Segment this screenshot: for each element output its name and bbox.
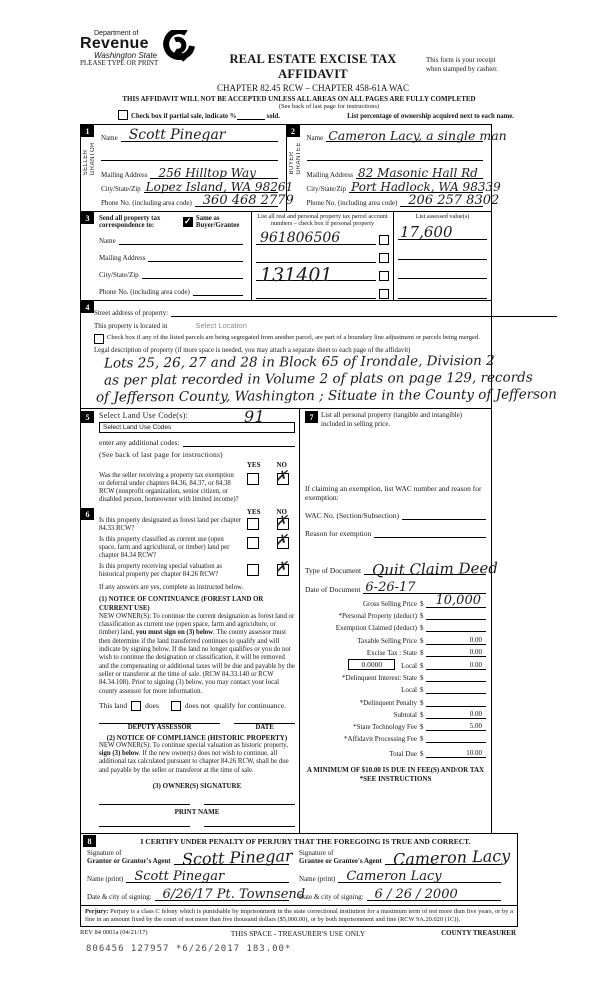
buyer-name-line[interactable] — [326, 128, 507, 143]
dollar-sign: $ — [420, 674, 424, 683]
legal-description-line1: Lots 25, 26, 27 and 28 in Block 65 of Irondale, Division 2 — [103, 352, 495, 372]
subtotal-line[interactable] — [426, 709, 487, 719]
grantee-signature-label — [299, 849, 382, 865]
same-as-buyer-checkbox[interactable] — [183, 217, 193, 227]
buyer-phone-label: Phone No. (including area code) — [306, 199, 398, 207]
dor-washington-state: Washington State — [94, 51, 158, 60]
wac-label: WAC No. (Section/Subsection) — [305, 511, 399, 520]
type-of-document-label: Type of Document — [305, 566, 362, 575]
partial-sale-percent-line[interactable] — [237, 112, 265, 120]
dollar-sign: $ — [420, 661, 424, 670]
perjury-notice — [81, 905, 517, 926]
print-name-label: PRINT NAME — [174, 808, 220, 817]
dor-logo-block — [80, 30, 200, 93]
assessed-line-1[interactable] — [398, 222, 487, 241]
certification-section — [80, 833, 518, 927]
parcel-numbers-header: List all real and personal property tax parcel account numbers – check box if personal property — [257, 213, 388, 227]
land-use-title-text: Select Land Use Code(s): — [99, 411, 189, 420]
notice-compliance-body — [99, 742, 295, 775]
legal-description-label: Legal description of property (if more space is needed, you may attach a separate sheet to each page of the affidavit) — [94, 347, 411, 354]
taxable-selling-price-line[interactable] — [426, 635, 487, 645]
parcel-personal-checkbox-4[interactable] — [379, 289, 389, 299]
excise-tax-local-line[interactable] — [426, 660, 487, 670]
send-correspondence-label: Send all property tax correspondence to: — [99, 215, 161, 229]
corr-name-line[interactable] — [119, 234, 243, 245]
section-number-4: 4 — [81, 301, 94, 313]
delinquent-interest-local-label: Local — [401, 686, 417, 695]
seller-mailing-value: 256 Hilltop Way — [158, 166, 256, 180]
section-number-7: 7 — [305, 411, 318, 423]
grantor-side-label: GRANTOR — [90, 142, 96, 176]
seller-mailing-label: Mailing Address — [101, 171, 148, 179]
parcel-line-1[interactable] — [256, 230, 376, 246]
assessed-line-4[interactable] — [398, 288, 487, 299]
receipt-note-line1: This form is your receipt — [426, 56, 496, 64]
excise-tax-state-label: Excise Tax : State — [366, 648, 417, 657]
grantor-signature-line[interactable] — [174, 846, 293, 869]
gross-selling-price-label: Gross Selling Price — [362, 600, 417, 608]
county-treasurer-label: COUNTY TREASURER — [441, 928, 516, 937]
dollar-sign: $ — [420, 686, 424, 695]
seller-name-label: Name — [101, 134, 118, 142]
personal-property-section — [300, 409, 499, 833]
minimum-due-note: A MINIMUM OF $10.00 IS DUE IN FEE(S) AND/OR TAX — [306, 766, 485, 775]
state-technology-fee-label: *State Technology Fee — [353, 722, 417, 731]
print-name-line-2[interactable] — [204, 826, 295, 827]
date-of-document-label: Date of Document — [305, 585, 361, 594]
parcel-value-1: 961806506 — [260, 230, 341, 246]
grantor-date-city-value: 6/26/17 Pt. Townsend — [162, 887, 306, 903]
signature-of-label: Signature of — [299, 849, 334, 858]
grantee-name-print-value: Cameron Lacy — [346, 869, 442, 885]
land-use-code-value: 91 — [244, 407, 265, 426]
perjury-label: Perjury: — [85, 908, 109, 916]
no-header-5: NO — [276, 461, 287, 469]
owners-signature-title: (3) OWNER(S) SIGNATURE — [152, 782, 242, 791]
exemption-claimed-label: Exemption Claimed (deduct) — [335, 624, 417, 633]
buyer-section — [287, 125, 507, 211]
total-due-line[interactable] — [426, 748, 487, 758]
signature-of-label: Signature of — [87, 849, 122, 858]
assessed-values-header: List assessed value(s) — [415, 213, 470, 220]
assessed-line-2[interactable] — [398, 249, 487, 260]
delinquent-penalty-line[interactable] — [426, 697, 487, 707]
not-accepted-warning: THIS AFFIDAVIT WILL NOT BE ACCEPTED UNLESS ALL AREAS ON ALL PAGES ARE FULLY COMPLETED — [122, 95, 476, 103]
section-number-6: 6 — [81, 508, 94, 520]
grantor-name-print-line[interactable] — [126, 869, 289, 885]
legal-description-line3: of Jefferson County, Washington ; Situate in the County of Jefferson — [95, 386, 557, 406]
type-of-document-line[interactable] — [364, 558, 499, 580]
partial-sale-checkbox[interactable] — [118, 110, 128, 120]
additional-codes-label: enter any additional codes: — [99, 438, 180, 447]
notice1-bold: you must sign on (3) below — [135, 629, 214, 637]
assessor-date-label: DATE — [255, 723, 274, 731]
please-type-or-print: PLEASE TYPE OR PRINT — [80, 59, 159, 67]
grantee-agent-label: Grantee or Grantee's Agent — [299, 857, 382, 866]
property-section — [81, 300, 557, 408]
tax-correspondence-section — [81, 211, 491, 300]
buyer-city-label: City/State/Zip — [306, 185, 347, 193]
buyer-name-label: Name — [306, 134, 324, 142]
land-use-title — [99, 407, 295, 426]
dollar-sign: $ — [420, 648, 424, 657]
forest-land-question: Is this property designated as forest land per chapter 84.33 RCW? — [99, 517, 241, 532]
buyer-phone-line[interactable] — [400, 193, 500, 208]
grantee-side-label: GRANTEE — [295, 142, 302, 175]
delinquent-interest-local-line[interactable] — [426, 684, 487, 694]
legal-description-line2: as per plat recorded in Volume 2 of plats on page 129, records — [103, 369, 533, 389]
dor-swirl-logo-icon — [161, 30, 195, 67]
this-land-label: This land — [99, 701, 128, 711]
section-number-1: 1 — [81, 125, 94, 137]
grantee-date-city-label: Date & city of signing: — [299, 893, 364, 902]
form-footer — [80, 929, 516, 938]
perjury-body: Perjury is a class C felony which is punishable by imprisonment in the state correctional institution for a maximum term of not more than five years, or by a fine in an amount fixed by the court of not more than five thousand dollars ($5,000.00), or by both imprisonment and fine (RCW 9A.20.020 (1C)). — [85, 908, 513, 923]
reason-line[interactable] — [374, 527, 486, 538]
see-instructions-note: *SEE INSTRUCTIONS — [359, 775, 432, 784]
dollar-sign: $ — [420, 735, 424, 744]
grantee-signature-value: Cameron Lacy — [392, 846, 511, 870]
personal-property-deduct-label: *Personal Property (deduct) — [338, 612, 417, 621]
dollar-sign: $ — [420, 600, 424, 608]
owner-signature-line-1[interactable] — [99, 804, 190, 805]
dollar-sign: $ — [420, 722, 424, 731]
grantor-name-print-value: Scott Pinegar — [134, 869, 225, 885]
reason-label: Reason for exemption — [305, 529, 372, 538]
notice2-bold: sign (3) below — [99, 750, 140, 758]
corr-phone-label: Phone No. (including area code) — [99, 288, 190, 296]
street-address-line[interactable] — [171, 306, 557, 317]
form-header — [80, 30, 518, 93]
grantor-agent-label: Grantor or Grantor's Agent — [87, 857, 171, 866]
segregated-label: Check box if any of the listed parcels are being segregated from another parcel, are part of a boundary line adjustment or parcels being merged. — [107, 334, 480, 341]
buyer-ownership-line[interactable] — [307, 150, 484, 161]
grantee-date-city-line[interactable] — [367, 887, 501, 903]
parcel-line-2[interactable] — [256, 252, 376, 263]
does-label: does — [145, 701, 159, 711]
land-qualify-row — [99, 701, 295, 711]
rev-number: REV 84 0001a (04/21/17) — [80, 928, 148, 936]
notice-continuance-body — [99, 613, 295, 696]
see-back-instructions: (See back of last page for instructions) — [99, 450, 223, 459]
total-due-value: 10.00 — [466, 749, 482, 758]
does-not-label: does not — [184, 701, 211, 711]
dollar-sign: $ — [420, 624, 424, 633]
located-in-label: This property is located in — [94, 322, 168, 330]
claiming-exemption-label: If claiming an exemption, list WAC number and reason for exemption: — [305, 484, 482, 502]
land-use-codes-dropdown[interactable]: Select Land Use Codes — [99, 422, 295, 433]
location-select[interactable]: Select Location — [195, 321, 247, 330]
section-number-2: 2 — [287, 125, 300, 137]
section-number-5: 5 — [81, 411, 94, 423]
certify-statement: I CERTIFY UNDER PENALTY OF PERJURY THAT THE FOREGOING IS TRUE AND CORRECT. — [140, 836, 471, 846]
excise-tax-local-value: 0.00 — [469, 660, 482, 669]
taxable-selling-price-value: 0.00 — [469, 635, 482, 644]
seller-city-label: City/State/Zip — [101, 185, 141, 193]
notice2-part-b: . If the new owner(s) does not wish to continue, all additional tax calculated pursuant to chapter 84.26 RCW, shall be due and payable by the seller or transferor at the time of sale. — [99, 750, 289, 774]
dollar-sign: $ — [420, 612, 424, 621]
dollar-sign: $ — [420, 750, 424, 759]
delinquent-interest-state-line[interactable] — [426, 672, 487, 682]
land-use-section — [81, 409, 299, 504]
parcel-line-3[interactable] — [256, 264, 376, 286]
form-subtitle: CHAPTER 82.45 RCW – CHAPTER 458-61A WAC — [217, 83, 409, 93]
seller-phone-value: 360 468 2779 — [202, 193, 294, 208]
seller-city-line[interactable] — [144, 180, 294, 194]
delinquent-penalty-label: *Delinquent Penalty — [359, 698, 417, 707]
dollar-sign: $ — [420, 710, 424, 719]
type-of-document-value: Quit Claim Deed — [371, 558, 499, 580]
seller-side-label: SELLER — [83, 149, 89, 176]
sold-label: sold. — [266, 113, 280, 120]
excise-tax-state-value: 0.00 — [469, 647, 482, 656]
seller-city-value: Lopez Island, WA 98261 — [145, 180, 294, 194]
affidavit-processing-fee-line[interactable] — [426, 733, 487, 743]
state-technology-fee-line[interactable] — [426, 721, 487, 731]
receipt-note — [426, 30, 518, 93]
if-yes-note: If any answers are yes, complete as instructed below. — [99, 584, 244, 591]
exemption-no-checkbox[interactable] — [277, 473, 289, 485]
qualify-label: qualify for continuance. — [214, 701, 286, 711]
forest-yes-checkbox[interactable] — [247, 518, 259, 530]
notice1-part-b: . The county assessor must then determine if the land transferred continues to qualify and will indicate by signing below. If the land no longer qualifies or you do not wish to continue the designation or classification, it will be removed and the compensating or additional taxes will be due and payable by the seller or transferor at the time of sale. (RCW 84.33.140 or RCW 84.34.108). Prior to signing (3) below, you may contact your local county assessor for more information. — [99, 629, 295, 695]
excise-tax-state-line[interactable] — [426, 647, 487, 657]
affidavit-processing-fee-label: *Affidavit Processing Fee — [344, 735, 417, 744]
notice2-part-a: NEW OWNER(S): To continue special valuation as historic property, — [99, 741, 288, 749]
additional-codes-line[interactable] — [183, 436, 295, 447]
subtotal-value: 0.00 — [469, 709, 482, 718]
grantor-name-print-label: Name (print) — [87, 875, 124, 884]
print-name-line-1[interactable] — [99, 826, 190, 827]
seller-name-line[interactable] — [121, 127, 278, 143]
corr-phone-line[interactable] — [193, 285, 243, 296]
notice-compliance-title: (2) NOTICE OF COMPLIANCE (HISTORIC PROPERTY) — [106, 733, 288, 742]
grantor-date-city-line[interactable] — [155, 887, 306, 903]
does-not-checkbox[interactable] — [171, 701, 181, 711]
corr-name-label: Name — [99, 237, 116, 245]
treasurer-space-label: THIS SPACE - TREASURER'S USE ONLY — [230, 928, 366, 938]
section-number-8: 8 — [83, 835, 96, 847]
buyer-side-label: BUYER — [288, 151, 295, 175]
corr-city-label: City/State/Zip — [99, 271, 139, 279]
grantor-signature-block — [87, 846, 306, 903]
buyer-name-value: Cameron Lacy, a single man — [328, 128, 507, 143]
dollar-sign: $ — [420, 636, 424, 645]
taxable-selling-price-label: Taxable Selling Price — [357, 636, 417, 645]
corr-mailing-line[interactable] — [148, 251, 243, 262]
receipt-note-line2: when stamped by cashier. — [426, 65, 498, 73]
buyer-city-line[interactable] — [349, 180, 501, 194]
buyer-mailing-line[interactable] — [356, 168, 483, 179]
yes-header-6: YES — [246, 508, 261, 516]
buyer-mailing-label: Mailing Address — [306, 171, 353, 179]
historic-question: Is this property receiving special valuation as historical property per chapter 84.26 RCW? — [99, 563, 223, 578]
state-technology-fee-value: 5.00 — [469, 721, 482, 730]
owner-signature-line-2[interactable] — [204, 804, 295, 805]
dor-revenue: Revenue — [80, 35, 149, 52]
historic-yes-checkbox[interactable] — [247, 564, 259, 576]
segregated-checkbox[interactable] — [94, 334, 104, 344]
parcel-line-4[interactable] — [256, 288, 376, 299]
see-back-note: (See back of last page for instructions) — [278, 103, 380, 110]
current-use-no-checkbox[interactable] — [277, 537, 289, 549]
current-use-yes-checkbox[interactable] — [247, 537, 259, 549]
grantor-date-city-label: Date & city of signing: — [87, 893, 152, 902]
seller-phone-line[interactable] — [195, 193, 294, 208]
parcel-personal-checkbox-1[interactable] — [379, 235, 389, 245]
parcel-numbers-column — [252, 212, 394, 300]
personal-property-title: List all personal property (tangible and intangible) included in selling price. — [321, 411, 463, 428]
parcel-value-3: 131401 — [260, 264, 333, 286]
local-rate-input[interactable]: 0.0000 — [348, 659, 395, 670]
wac-line[interactable] — [402, 509, 486, 520]
assessed-values-column — [394, 212, 491, 300]
section-number-3: 3 — [81, 212, 94, 224]
seller-mailing-line[interactable] — [150, 168, 277, 179]
yes-header-5: YES — [246, 461, 261, 469]
exemption-yes-checkbox[interactable] — [247, 473, 259, 485]
gross-selling-price-value: 10,000 — [435, 593, 481, 608]
exemption-claimed-line[interactable] — [426, 622, 487, 632]
buyer-city-value: Port Hadlock, WA 98339 — [351, 180, 501, 194]
partial-sale-label: Check box if partial sale, indicate % — [131, 113, 237, 120]
partial-sale-row — [80, 110, 518, 120]
ownership-percentage-note: List percentage of ownership acquired next to each name. — [347, 113, 514, 120]
buyer-mailing-value: 82 Masonic Hall Rd — [357, 166, 478, 180]
form-title: REAL ESTATE EXCISE TAX AFFIDAVIT — [229, 52, 397, 81]
dollar-sign: $ — [420, 698, 424, 707]
delinquent-interest-state-label: *Delinquent Interest: State — [341, 674, 417, 683]
total-due-label: Total Due — [389, 750, 417, 759]
notice-continuance-title: (1) NOTICE OF CONTINUANCE (FOREST LAND OR CURRENT USE) — [99, 596, 264, 612]
personal-property-deduct-line[interactable] — [426, 610, 487, 620]
parcel-personal-checkbox-2[interactable] — [379, 253, 389, 263]
seller-ownership-line[interactable] — [101, 150, 278, 161]
date-of-document-value: 6-26-17 — [365, 580, 416, 595]
dor-department-of: Department of — [94, 30, 139, 37]
exemption-question: Was the seller receiving a property tax exemption or deferral under chapters 84.36, 84.37, or 84.38 RCW (nonprofit organization, senior citizen, or disabled person, homeowner with limited income)? — [99, 472, 239, 503]
cashier-receipt-stamp: 806456 127957 *6/26/2017 183.00* — [86, 944, 292, 954]
seller-phone-label: Phone No. (including area code) — [101, 199, 192, 207]
seller-name-value: Scott Pinegar — [128, 127, 226, 143]
parcel-personal-checkbox-3[interactable] — [379, 271, 389, 281]
buyer-phone-value: 206 257 8302 — [408, 193, 500, 208]
grantee-date-city-value: 6 / 26 / 2000 — [374, 887, 458, 903]
grantee-signature-line[interactable] — [385, 846, 511, 870]
gross-selling-price-line[interactable] — [426, 593, 487, 608]
does-checkbox[interactable] — [131, 701, 141, 711]
grantor-signature-value: Scott Pinegar — [181, 846, 293, 869]
corr-city-line[interactable] — [142, 268, 243, 279]
grantee-name-print-label: Name (print) — [299, 875, 336, 884]
grantor-signature-label — [87, 849, 171, 865]
notice1-part-a: NEW OWNER(S): To continue the current designation as forest land or classification as current use (open space, farm and agriculture, or timber) land, — [99, 612, 295, 637]
grantee-signature-block — [299, 846, 511, 903]
forest-land-section — [81, 508, 299, 833]
assessed-value-1: 17,600 — [400, 222, 453, 241]
historic-no-checkbox[interactable] — [277, 564, 289, 576]
grantee-name-print-line[interactable] — [338, 869, 501, 885]
local-label: Local — [401, 661, 417, 670]
deputy-assessor-label: DEPUTY ASSESSOR — [127, 723, 192, 731]
assessed-line-3[interactable] — [398, 268, 487, 279]
subtotal-label: Subtotal — [393, 710, 417, 719]
current-use-question: Is this property classified as current use (open space, farm and agricultural, or timber) land per chapter 84.34 RCW? — [99, 536, 230, 559]
forest-no-checkbox[interactable] — [277, 518, 289, 530]
street-address-label: Street address of property: — [94, 309, 169, 317]
same-as-buyer-label: Same as Buyer/Grantee — [195, 215, 240, 229]
corr-mailing-label: Mailing Address — [99, 254, 146, 262]
main-form-box — [80, 124, 557, 834]
